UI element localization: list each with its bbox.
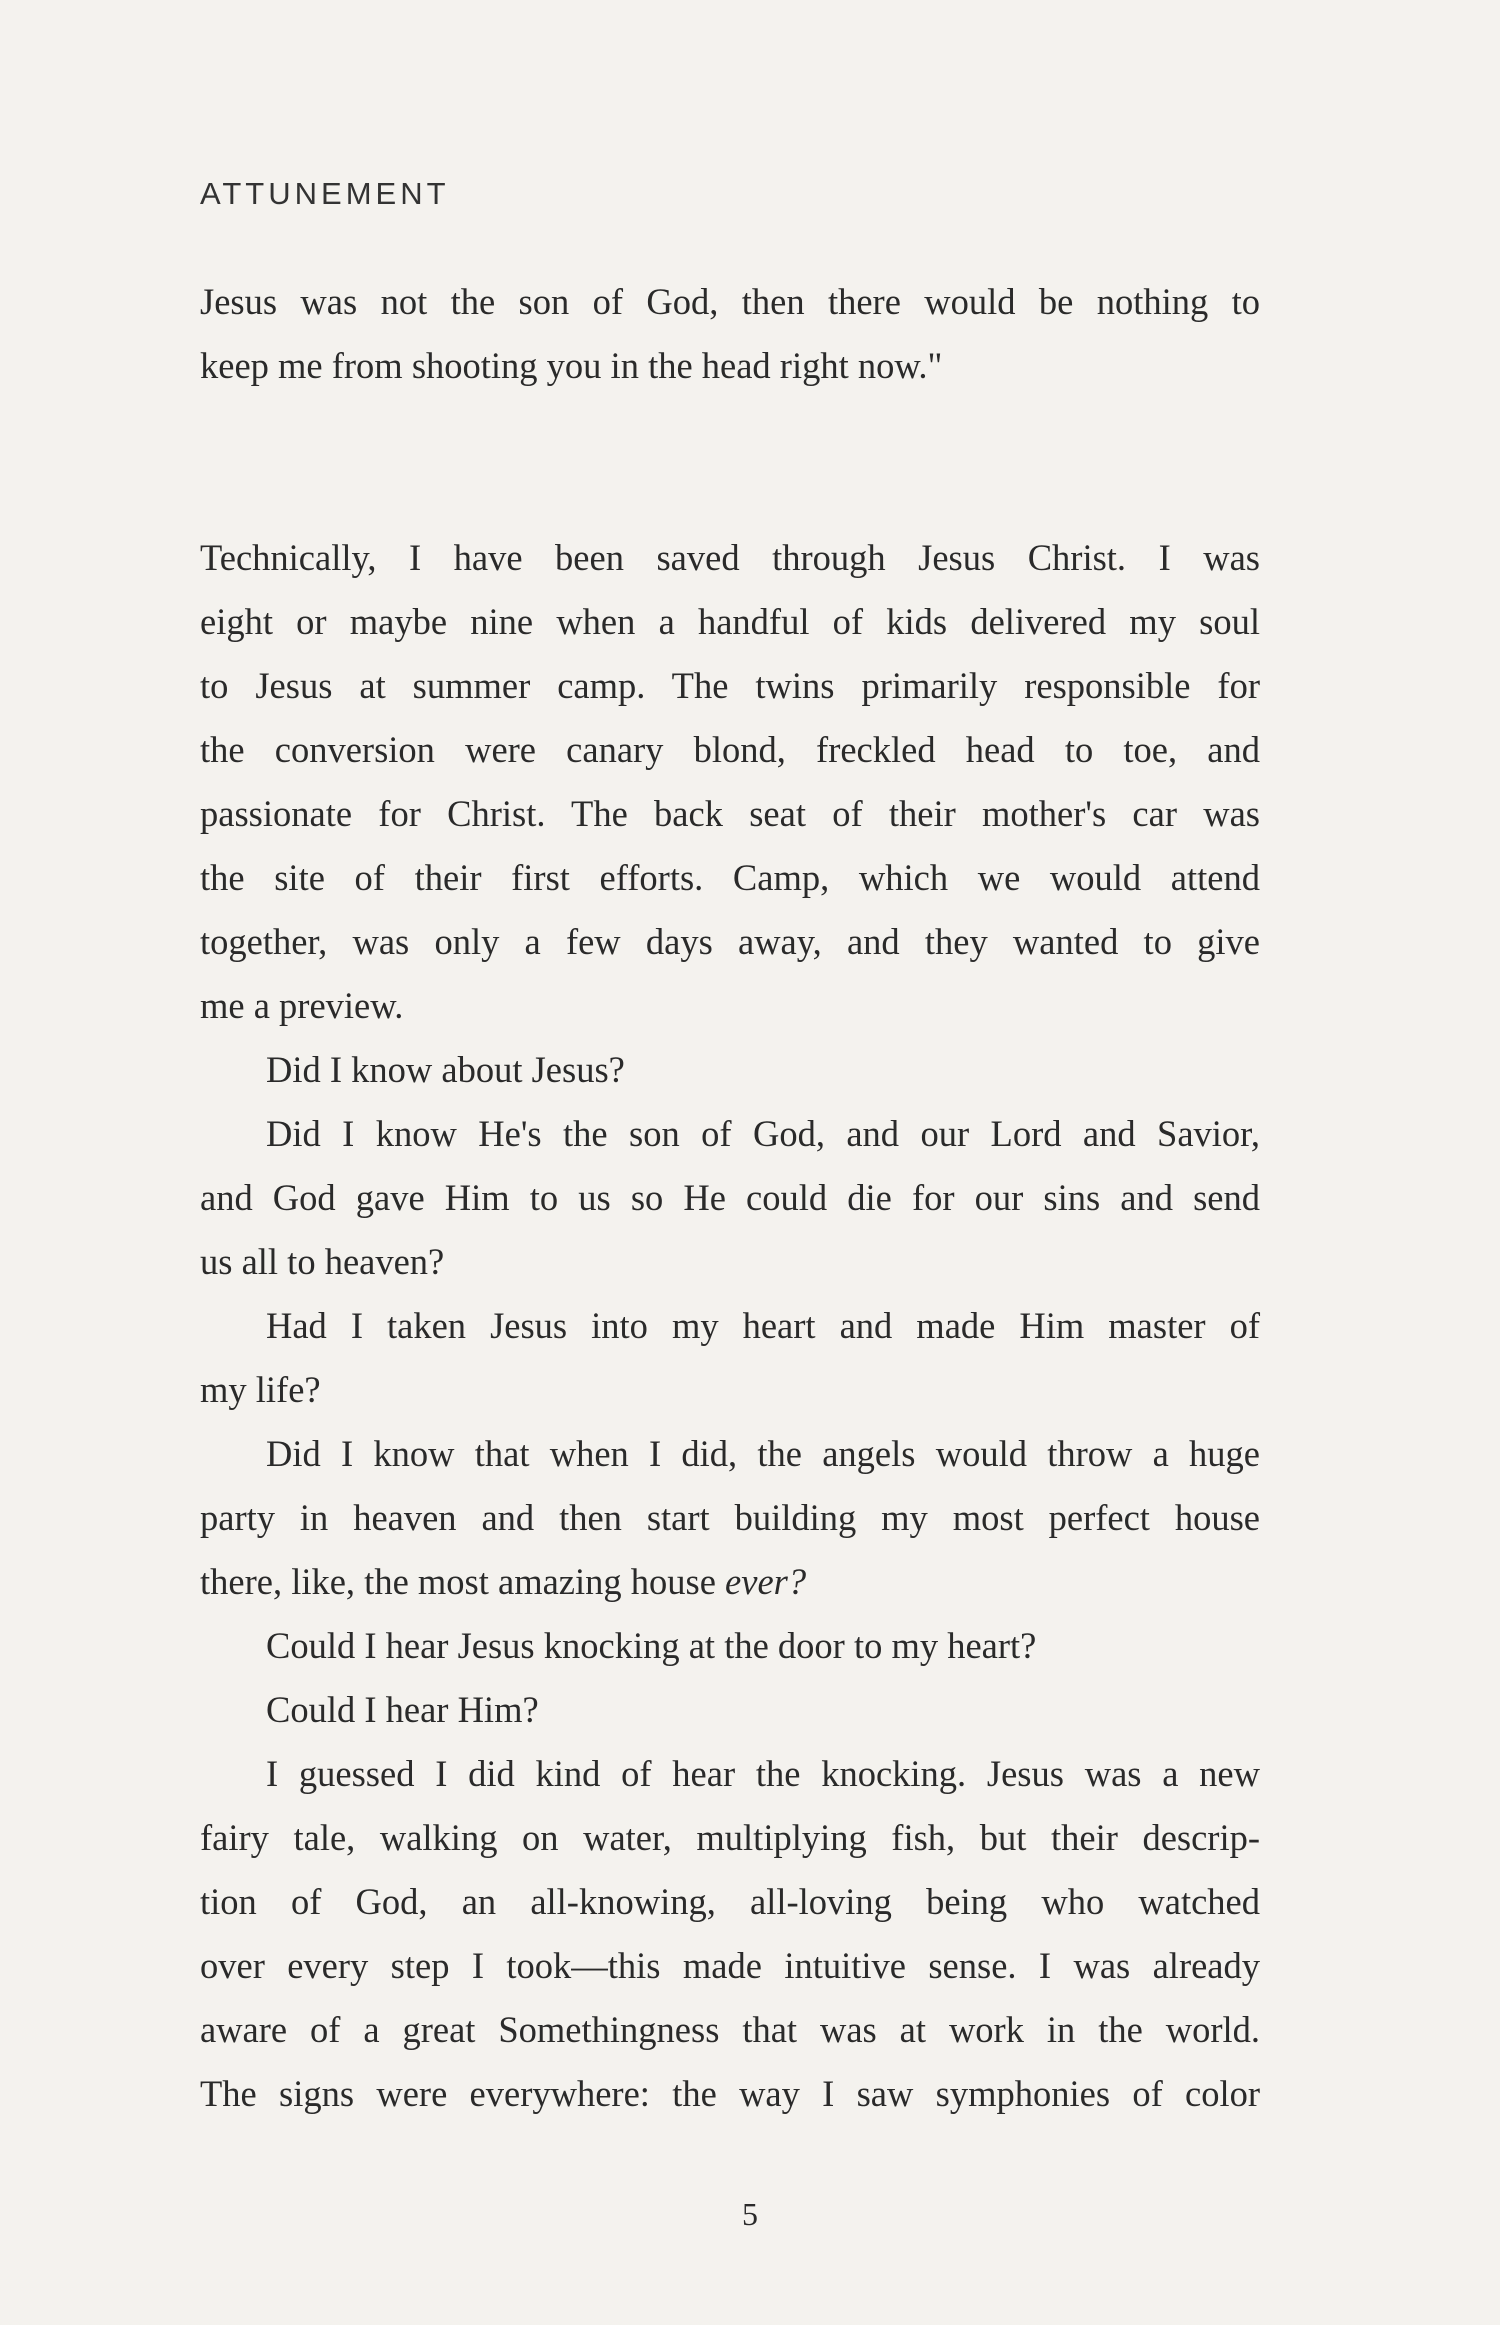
- text-line: party in heaven and then start building my most perfect house: [200, 1497, 1260, 1538]
- text-line: over every step I took—this made intuitive sense. I was already: [200, 1945, 1260, 1986]
- text-line: eight or maybe nine when a handful of kids delivered my soul: [200, 601, 1260, 642]
- text-line: Could I hear Jesus knocking at the door to my heart?: [266, 1625, 1037, 1666]
- text-line: passionate for Christ. The back seat of their mother's car was: [200, 793, 1260, 834]
- emphasis-text: ever?: [725, 1561, 807, 1602]
- text-line: Jesus was not the son of God, then there would be nothing to: [200, 281, 1260, 322]
- text-line: the conversion were canary blond, freckled head to toe, and: [200, 729, 1260, 770]
- text-line: aware of a great Somethingness that was at work in the world.: [200, 2009, 1260, 2050]
- text-line: my life?: [200, 1369, 321, 1410]
- text-line: [200, 1550, 1260, 1614]
- text-line: The signs were everywhere: the way I saw symphonies of color: [200, 2073, 1260, 2114]
- text-line: Technically, I have been saved through Jesus Christ. I was: [200, 537, 1260, 578]
- text-line: keep me from shooting you in the head right now.": [200, 345, 943, 386]
- text-line: and God gave Him to us so He could die for our sins and send: [200, 1177, 1260, 1218]
- text-line: Did I know about Jesus?: [266, 1049, 625, 1090]
- text-line: us all to heaven?: [200, 1241, 445, 1282]
- text-line: together, was only a few days away, and they wanted to give: [200, 921, 1260, 962]
- text-line: me a preview.: [200, 985, 404, 1026]
- text-line: the site of their first efforts. Camp, which we would attend: [200, 857, 1260, 898]
- text-run: there, like, the most amazing house: [200, 1561, 726, 1602]
- text-line: I guessed I did kind of hear the knocking. Jesus was a new: [266, 1753, 1260, 1794]
- text-line: Had I taken Jesus into my heart and made Him master of: [266, 1305, 1260, 1346]
- body-text: [200, 270, 1260, 2126]
- text-line: tion of God, an all-knowing, all-loving being who watched: [200, 1881, 1260, 1922]
- running-head: ATTUNEMENT: [200, 176, 450, 211]
- text-line: fairy tale, walking on water, multiplying fish, but their descrip-: [200, 1817, 1260, 1858]
- page-number: 5: [742, 2196, 758, 2232]
- text-line: Did I know He's the son of God, and our Lord and Savior,: [266, 1113, 1260, 1154]
- section-break: [200, 398, 1260, 526]
- text-line: Could I hear Him?: [266, 1689, 539, 1730]
- text-line: Did I know that when I did, the angels would throw a huge: [266, 1433, 1260, 1474]
- text-line: to Jesus at summer camp. The twins primarily responsible for: [200, 665, 1260, 706]
